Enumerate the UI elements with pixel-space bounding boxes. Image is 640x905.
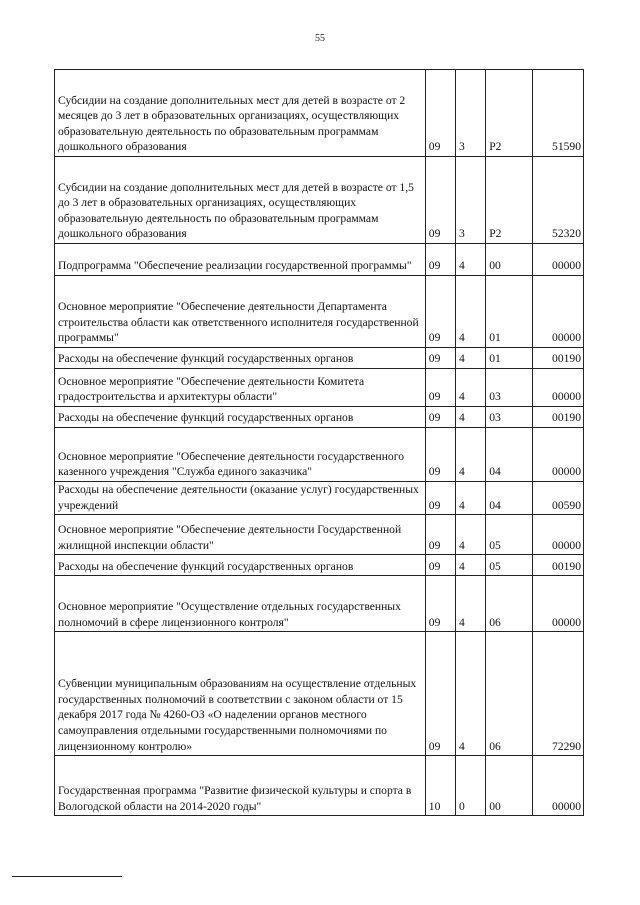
row-number-cell: 00000 (532, 756, 583, 816)
row-code-cell: 09 (425, 632, 455, 756)
table-row (55, 482, 584, 515)
row-number-cell: 00000 (532, 428, 583, 482)
row-code-cell: 09 (425, 157, 455, 244)
table-row (55, 157, 584, 244)
row-subsection-cell: 3 (456, 70, 486, 157)
row-name-cell: Расходы на обеспечение деятельности (оказание услуг) государственных учреждений (55, 482, 426, 515)
row-subsection-cell: 3 (456, 157, 486, 244)
row-name-cell: Основное мероприятие "Обеспечение деятельности государственного казенного учреждения "Служба единого заказчика" (55, 428, 426, 482)
row-program-cell: Р2 (486, 157, 532, 244)
row-code-cell: 09 (425, 369, 455, 407)
row-program-cell: 03 (486, 407, 532, 428)
row-name-cell: Расходы на обеспечение функций государственных органов (55, 348, 426, 369)
row-number-cell: 00190 (532, 348, 583, 369)
row-subsection-cell: 4 (456, 407, 486, 428)
row-code-cell: 09 (425, 555, 455, 576)
table-row (55, 276, 584, 348)
table-body (55, 70, 584, 816)
row-subsection-cell: 4 (456, 428, 486, 482)
row-number-cell: 00000 (532, 369, 583, 407)
row-subsection-cell: 4 (456, 515, 486, 555)
table-row (55, 244, 584, 276)
row-program-cell: 05 (486, 515, 532, 555)
row-name-cell: Основное мероприятие "Обеспечение деятельности Департамента строительства области как ответственного исполнителя государственной программы" (55, 276, 426, 348)
table-row (55, 515, 584, 555)
row-code-cell: 09 (425, 276, 455, 348)
row-number-cell: 52320 (532, 157, 583, 244)
row-subsection-cell: 4 (456, 576, 486, 632)
row-subsection-cell: 4 (456, 632, 486, 756)
table-row (55, 70, 584, 157)
row-name-cell: Расходы на обеспечение функций государственных органов (55, 555, 426, 576)
row-number-cell: 00000 (532, 515, 583, 555)
row-subsection-cell: 4 (456, 369, 486, 407)
row-subsection-cell: 4 (456, 482, 486, 515)
budget-classification-table (54, 69, 584, 816)
row-number-cell: 00000 (532, 576, 583, 632)
row-program-cell: Р2 (486, 70, 532, 157)
row-program-cell: 01 (486, 348, 532, 369)
row-name-cell: Государственная программа "Развитие физической культуры и спорта в Вологодской области на 2014-2020 годы" (55, 756, 426, 816)
row-name-cell: Субсидии на создание дополнительных мест для детей в возрасте от 2 месяцев до 3 лет в образовательных организациях, осуществляющих образовательную деятельность по образовательным программам дошкольного образования (55, 70, 426, 157)
row-subsection-cell: 4 (456, 555, 486, 576)
table-row (55, 428, 584, 482)
row-program-cell: 04 (486, 428, 532, 482)
row-subsection-cell: 0 (456, 756, 486, 816)
page-number: 55 (315, 33, 325, 44)
row-program-cell: 00 (486, 756, 532, 816)
row-code-cell: 09 (425, 576, 455, 632)
row-program-cell: 04 (486, 482, 532, 515)
table-row (55, 756, 584, 816)
table-row (55, 348, 584, 369)
table-row (55, 555, 584, 576)
row-name-cell: Субвенции муниципальным образованиям на осуществление отдельных государственных полномочий в соответствии с законом области от 15 декабря 2017 года № 4260-ОЗ «О наделении органов местного самоуправления отдельными государственными полномочиями по лицензионному контролю» (55, 632, 426, 756)
row-code-cell: 10 (425, 756, 455, 816)
row-number-cell: 00000 (532, 276, 583, 348)
row-number-cell: 00590 (532, 482, 583, 515)
row-number-cell: 00000 (532, 244, 583, 276)
row-number-cell: 72290 (532, 632, 583, 756)
row-code-cell: 09 (425, 407, 455, 428)
row-number-cell: 51590 (532, 70, 583, 157)
row-subsection-cell: 4 (456, 276, 486, 348)
row-program-cell: 03 (486, 369, 532, 407)
row-name-cell: Основное мероприятие "Обеспечение деятельности Государственной жилищной инспекции области" (55, 515, 426, 555)
row-name-cell: Расходы на обеспечение функций государственных органов (55, 407, 426, 428)
table-row (55, 632, 584, 756)
table-row (55, 576, 584, 632)
row-name-cell: Субсидии на создание дополнительных мест для детей в возрасте от 1,5 до 3 лет в образовательных организациях, осуществляющих образовательную деятельность по образовательным программам дошкольного образования (55, 157, 426, 244)
row-code-cell: 09 (425, 515, 455, 555)
row-subsection-cell: 4 (456, 244, 486, 276)
row-code-cell: 09 (425, 348, 455, 369)
row-number-cell: 00190 (532, 555, 583, 576)
row-name-cell: Основное мероприятие "Обеспечение деятельности Комитета градостроительства и архитектуры области" (55, 369, 426, 407)
row-program-cell: 00 (486, 244, 532, 276)
row-program-cell: 05 (486, 555, 532, 576)
row-program-cell: 06 (486, 576, 532, 632)
row-name-cell: Основное мероприятие "Осуществление отдельных государственных полномочий в сфере лицензионного контроля" (55, 576, 426, 632)
table-row (55, 407, 584, 428)
row-program-cell: 01 (486, 276, 532, 348)
row-code-cell: 09 (425, 244, 455, 276)
row-name-cell: Подпрограмма "Обеспечение реализации государственной программы" (55, 244, 426, 276)
row-number-cell: 00190 (532, 407, 583, 428)
footnote-separator (12, 876, 122, 877)
table-row (55, 369, 584, 407)
row-code-cell: 09 (425, 428, 455, 482)
row-code-cell: 09 (425, 482, 455, 515)
row-subsection-cell: 4 (456, 348, 486, 369)
row-program-cell: 06 (486, 632, 532, 756)
row-code-cell: 09 (425, 70, 455, 157)
